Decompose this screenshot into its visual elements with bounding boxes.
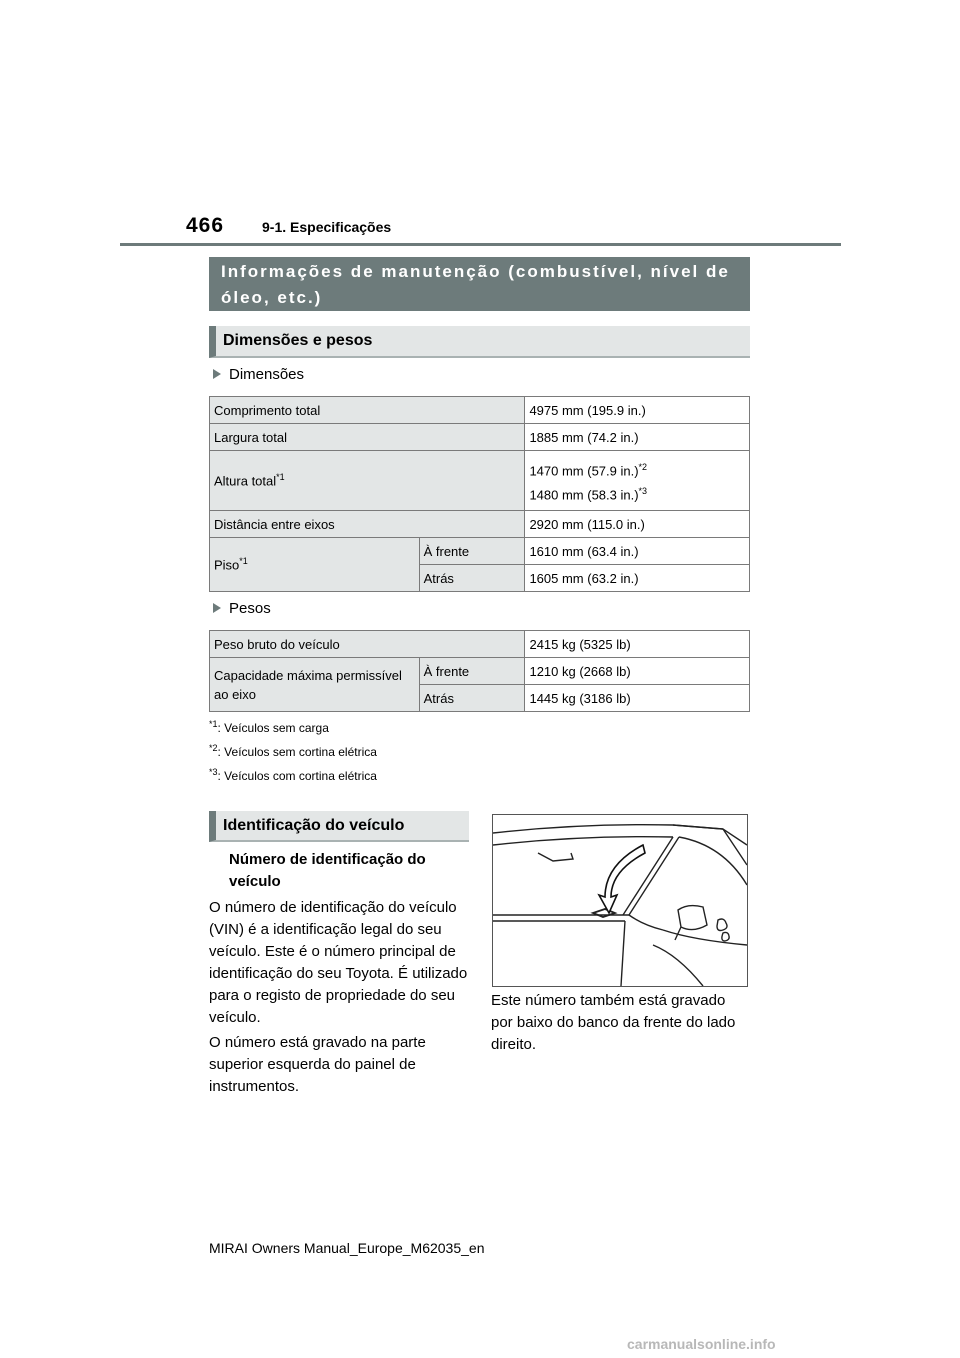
footnote — [209, 743, 377, 759]
axle-rear-label: Atrás — [419, 685, 525, 712]
table-row — [210, 424, 750, 451]
height-label-cell — [210, 451, 525, 511]
section-title: 9-1. Especificações — [262, 219, 392, 235]
footnote-mark: *3 — [638, 486, 648, 496]
table-row — [210, 451, 750, 511]
gross-weight-label: Peso bruto do veículo — [210, 631, 525, 658]
dimensions-table — [209, 396, 750, 592]
tread-label: Piso — [214, 557, 240, 573]
width-value: 1885 mm (74.2 in.) — [525, 424, 750, 451]
vin-location-illustration — [492, 814, 748, 987]
tread-front-label: À frente — [419, 538, 525, 565]
height-value-cell — [525, 451, 750, 511]
footnote — [209, 719, 329, 735]
page-number: 466 — [186, 214, 225, 237]
vin-heading: Número de identificação do veículo — [229, 851, 426, 890]
table-row — [210, 397, 750, 424]
triangle-bullet-icon — [213, 603, 221, 613]
subheading-vehicle-identification: Identificação do veículo — [209, 811, 469, 842]
footnote-mark: *2 — [638, 461, 648, 472]
footnote-text: : Veículos sem cortina elétrica — [217, 745, 377, 759]
axle-capacity-label: Capacidade máxima permissível ao eixo — [210, 658, 420, 712]
table-row — [210, 658, 750, 685]
footnote-mark: *1 — [209, 719, 218, 729]
triangle-bullet-icon — [213, 369, 221, 379]
tread-front-value: 1610 mm (63.4 in.) — [525, 538, 750, 565]
vin-paragraph-1: O número de identificação do veículo (VIN) é a identificação legal do seu veículo. Este é o número principal de identificação do seu Toyota. É utilizado para o registo de propriedade do seu veículo. — [209, 899, 468, 1026]
gross-weight-value: 2415 kg (5325 lb) — [525, 631, 750, 658]
wheelbase-value: 2920 mm (115.0 in.) — [525, 511, 750, 538]
bullet-weights-label: Pesos — [229, 600, 271, 617]
axle-front-value: 1210 kg (2668 lb) — [525, 658, 750, 685]
bullet-dimensions — [213, 366, 304, 383]
width-label: Largura total — [210, 424, 525, 451]
table-row — [210, 538, 750, 565]
length-value: 4975 mm (195.9 in.) — [525, 397, 750, 424]
footnote-mark: *1 — [276, 472, 285, 483]
footnote — [209, 767, 377, 783]
tread-label-cell — [210, 538, 420, 592]
footnote-mark: *1 — [239, 556, 248, 567]
table-row — [210, 511, 750, 538]
vin-paragraph-2: O número está gravado na parte superior esquerda do painel de instrumentos. — [209, 1034, 426, 1095]
subheading-dimensions: Dimensões e pesos — [209, 326, 750, 358]
axle-front-label: À frente — [419, 658, 525, 685]
axle-rear-value: 1445 kg (3186 lb) — [525, 685, 750, 712]
windshield-vin-illustration — [493, 815, 747, 986]
wheelbase-label: Distância entre eixos — [210, 511, 525, 538]
footnote-mark: *3 — [209, 767, 218, 777]
footer-manual-id: MIRAI Owners Manual_Europe_M62035_en — [209, 1240, 485, 1256]
length-label: Comprimento total — [210, 397, 525, 424]
height-value-1: 1470 mm (57.9 in.) — [529, 463, 639, 478]
chapter-banner: Informações de manutenção (combustível, nível de óleo, etc.) — [209, 257, 750, 311]
tread-rear-value: 1605 mm (63.2 in.) — [525, 565, 750, 592]
watermark: carmanualsonline.info — [627, 1336, 776, 1352]
header-rule — [120, 243, 841, 246]
vin-paragraph-3: Este número também está gravado por baixo do banco da frente do lado direito. — [491, 992, 736, 1053]
footnote-text: : Veículos com cortina elétrica — [217, 769, 377, 783]
bullet-weights — [213, 600, 271, 617]
height-value-2: 1480 mm (58.3 in.) — [529, 487, 639, 503]
footnote-mark: *2 — [209, 743, 218, 753]
table-row — [210, 631, 750, 658]
tread-rear-label: Atrás — [419, 565, 525, 592]
weights-table — [209, 630, 750, 712]
footnote-text: : Veículos sem carga — [217, 721, 329, 735]
bullet-dimensions-label: Dimensões — [229, 366, 305, 383]
height-label: Altura total — [214, 473, 277, 489]
